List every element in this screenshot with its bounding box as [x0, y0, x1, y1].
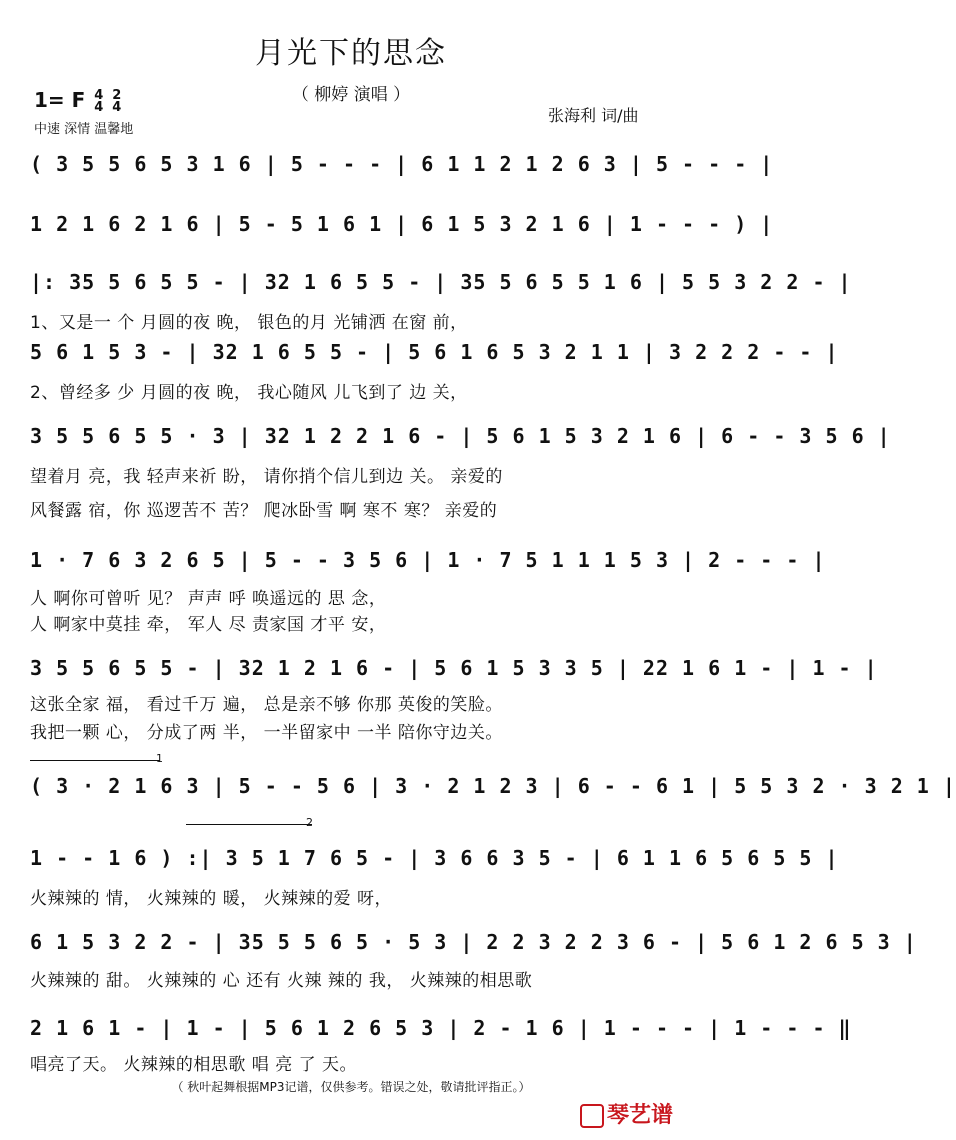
lyric-row-4a: 望着月 亮，我 轻声来祈 盼， 请你捎个信儿到边 关。 亲爱的 — [30, 467, 503, 487]
lyric-row-5b: 人 啊家中莫挂 牵， 军人 尽 责家国 才平 安， — [30, 615, 387, 635]
singer-credit: （ 柳婷 演唱 ） — [291, 85, 411, 105]
score-row-5: 1 · 7 6 3 2 6 5 | 5 - - 3 5 6 | 1 · 7 5 1 1 1 5 3 | 2 - - - | — [30, 548, 826, 572]
lyric-row-8: 火辣辣的 情， 火辣辣的 暖， 火辣辣的爱 呀， — [30, 889, 393, 909]
score-row-10: 2 1 6 1 - | 1 - | 5 6 1 2 6 5 3 | 2 - 1 6 | 1 - - - | 1 - - - ‖ — [30, 1016, 852, 1040]
score-row-3b: 5 6 1 5 3 - | 32 1 6 5 5 - | 5 6 1 6 5 3 2 1 1 | 3 2 2 2 - - | — [30, 340, 839, 364]
volta-2-bracket — [186, 824, 312, 825]
lyric-row-6a: 这张全家 福， 看过千万 遍， 总是亲不够 你那 英俊的笑脸。 — [30, 695, 503, 715]
lyric-row-5a: 人 啊你可曾听 见？ 声声 呼 唤遥远的 思 念， — [30, 589, 387, 609]
score-row-8: 1 - - 1 6 ) :| 3 5 1 7 6 5 - | 3 6 6 3 5 - | 6 1 1 6 5 6 5 5 | — [30, 846, 839, 870]
volta-1-bracket — [30, 760, 160, 761]
tempo-marking: 中速 深情 温馨地 — [34, 122, 134, 137]
score-row-4: 3 5 5 6 5 5 · 3 | 32 1 2 2 1 6 - | 5 6 1 5 3 2 1 6 | 6 - - 3 5 6 | — [30, 424, 891, 448]
lyric-row-6b: 我把一颗 心， 分成了两 半， 一半留家中 一半 陪你守边关。 — [30, 723, 503, 743]
score-row-1: ( 3 5 5 6 5 3 1 6 | 5 - - - | 6 1 1 2 1 2 6 3 | 5 - - - | — [30, 152, 774, 176]
score-row-2: 1 2 1 6 2 1 6 | 5 - 5 1 6 1 | 6 1 5 3 2 1 6 | 1 - - - ) | — [30, 212, 774, 236]
volta-2-label: 2 — [306, 816, 313, 829]
time-signature-a: 4 4 — [94, 87, 104, 115]
lyric-row-3a: 1、又是一 个 月圆的夜 晚， 银色的月 光铺洒 在窗 前， — [30, 313, 468, 333]
score-row-3: |: 35 5 6 5 5 - | 32 1 6 5 5 - | 35 5 6 5 5 1 6 | 5 5 3 2 2 - | — [30, 270, 852, 294]
score-row-6: 3 5 5 6 5 5 - | 32 1 2 1 6 - | 5 6 1 5 3 3 5 | 22 1 6 1 - | 1 - | — [30, 656, 878, 680]
lyric-row-10: 唱亮了天。 火辣辣的相思歌 唱 亮 了 天。 — [30, 1055, 358, 1075]
author-credit: 张海利 词/曲 — [548, 106, 639, 125]
song-title: 月光下的思念 — [255, 36, 447, 71]
lyric-row-9: 火辣辣的 甜。 火辣辣的 心 还有 火辣 辣的 我， 火辣辣的相思歌 — [30, 971, 533, 991]
lyric-row-4b: 风餐露 宿，你 巡逻苦不 苦？ 爬冰卧雪 啊 寒不 寒？ 亲爱的 — [30, 501, 498, 521]
logo-text: 琴艺谱 — [607, 1103, 674, 1128]
time-signature-b: 2 4 — [112, 87, 122, 115]
score-row-7: ( 3 · 2 1 6 3 | 5 - - 5 6 | 3 · 2 1 2 3 | 6 - - 6 1 | 5 5 3 2 · 3 2 1 | — [30, 774, 956, 798]
lyric-row-3b: 2、曾经多 少 月圆的夜 晚， 我心随风 儿飞到了 边 关， — [30, 383, 468, 403]
key-text: 1= F — [34, 88, 86, 112]
key-signature — [34, 88, 121, 114]
site-logo — [580, 1098, 673, 1129]
volta-1-label: 1 — [156, 752, 163, 765]
score-row-9: 6 1 5 3 2 2 - | 35 5 5 6 5 · 5 3 | 2 2 3 2 2 3 6 - | 5 6 1 2 6 5 3 | — [30, 930, 917, 954]
transcriber-note: （ 秋叶起舞根据MP3记谱，仅供参考。错误之处，敬请批评指正。） — [171, 1080, 531, 1094]
logo-icon — [580, 1104, 604, 1128]
